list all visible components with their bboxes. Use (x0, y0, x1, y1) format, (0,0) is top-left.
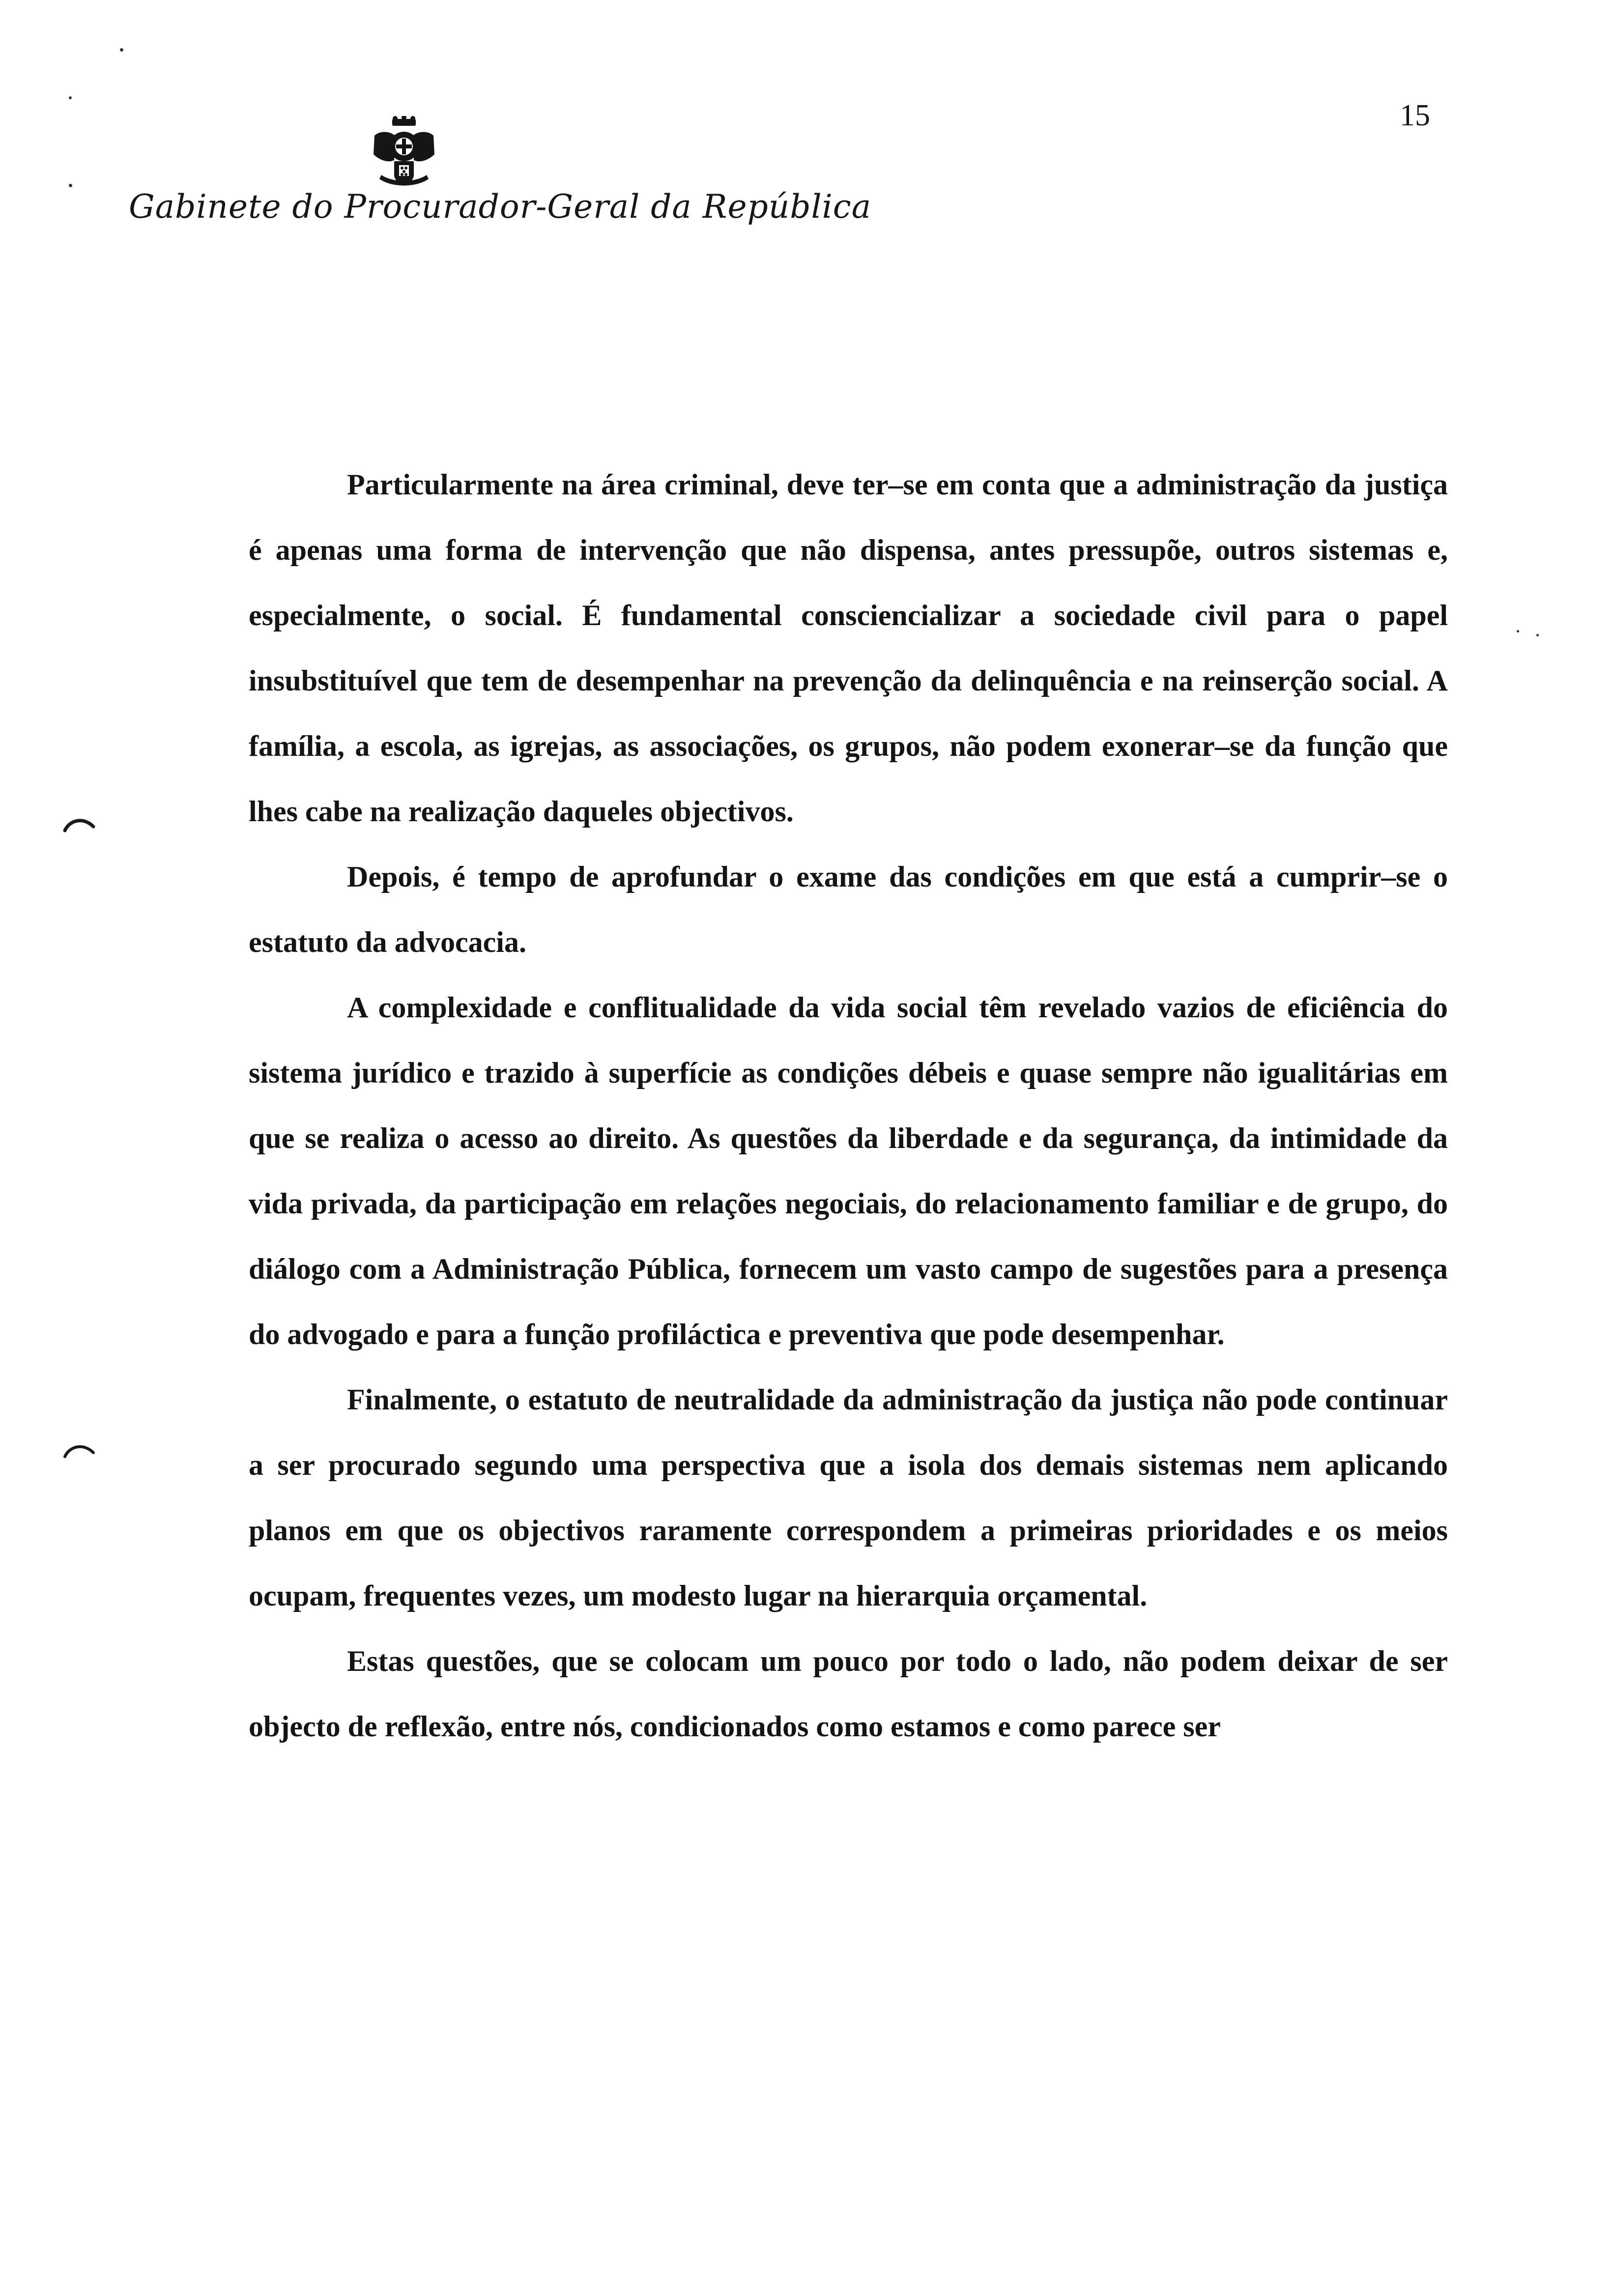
paragraph: Estas questões, que se colocam um pouco por todo o lado, não podem deixar de ser objecto de reflexão, entre nós, condicionados como estamos e como parece ser (249, 1645, 1448, 1743)
binding-mark-icon (62, 1440, 96, 1460)
binding-mark-icon (62, 814, 96, 833)
page-number: 15 (1400, 99, 1430, 132)
scan-speck (1536, 634, 1539, 636)
paragraph: Finalmente, o estatuto de neutralidade da administração da justiça não pode continuar a ser procurado segundo uma perspectiva que a isola dos demais sistemas nem aplicando planos em que os objectivos raramente correspondem a primeiras prioridades e os meios ocupam, frequentes vezes, um modesto lugar na hierarquia orçamental. (249, 1383, 1448, 1612)
body-text (249, 452, 1448, 1759)
scan-speck (69, 184, 72, 187)
scan-speck (120, 48, 123, 52)
paragraph: Particularmente na área criminal, deve ter–se em conta que a administração da justiça é apenas uma forma de intervenção que não dispensa, antes pressupõe, outros sistemas e, especialmente, o social. É fundamental consciencializar a sociedade civil para o papel insubstituível que tem de desempenhar na prevenção da delinquência e na reinserção social. A família, a escola, as igrejas, as associações, os grupos, não podem exonerar–se da função que lhes cabe na realização daqueles objectivos. (249, 468, 1448, 828)
paragraph: Depois, é tempo de aprofundar o exame das condições em que está a cumprir–se o estatuto da advocacia. (249, 861, 1448, 958)
office-name-header: Gabinete do Procurador-Geral da República (129, 188, 872, 226)
scan-speck (1517, 630, 1519, 632)
scan-speck (69, 96, 72, 99)
paragraph: A complexidade e conflitualidade da vida social têm revelado vazios de eficiência do sistema jurídico e trazido à superfície as condições débeis e quase sempre não igualitárias em que se realiza o acesso ao direito. As questões da liberdade e da segurança, da intimidade da vida privada, da participação em relações negociais, do relacionamento familiar e de grupo, do diálogo com a Administração Pública, fornecem um vasto campo de sugestões para a presença do advogado e para a função profiláctica e preventiva que pode desempenhar. (249, 991, 1448, 1350)
coat-of-arms-icon (370, 116, 438, 190)
